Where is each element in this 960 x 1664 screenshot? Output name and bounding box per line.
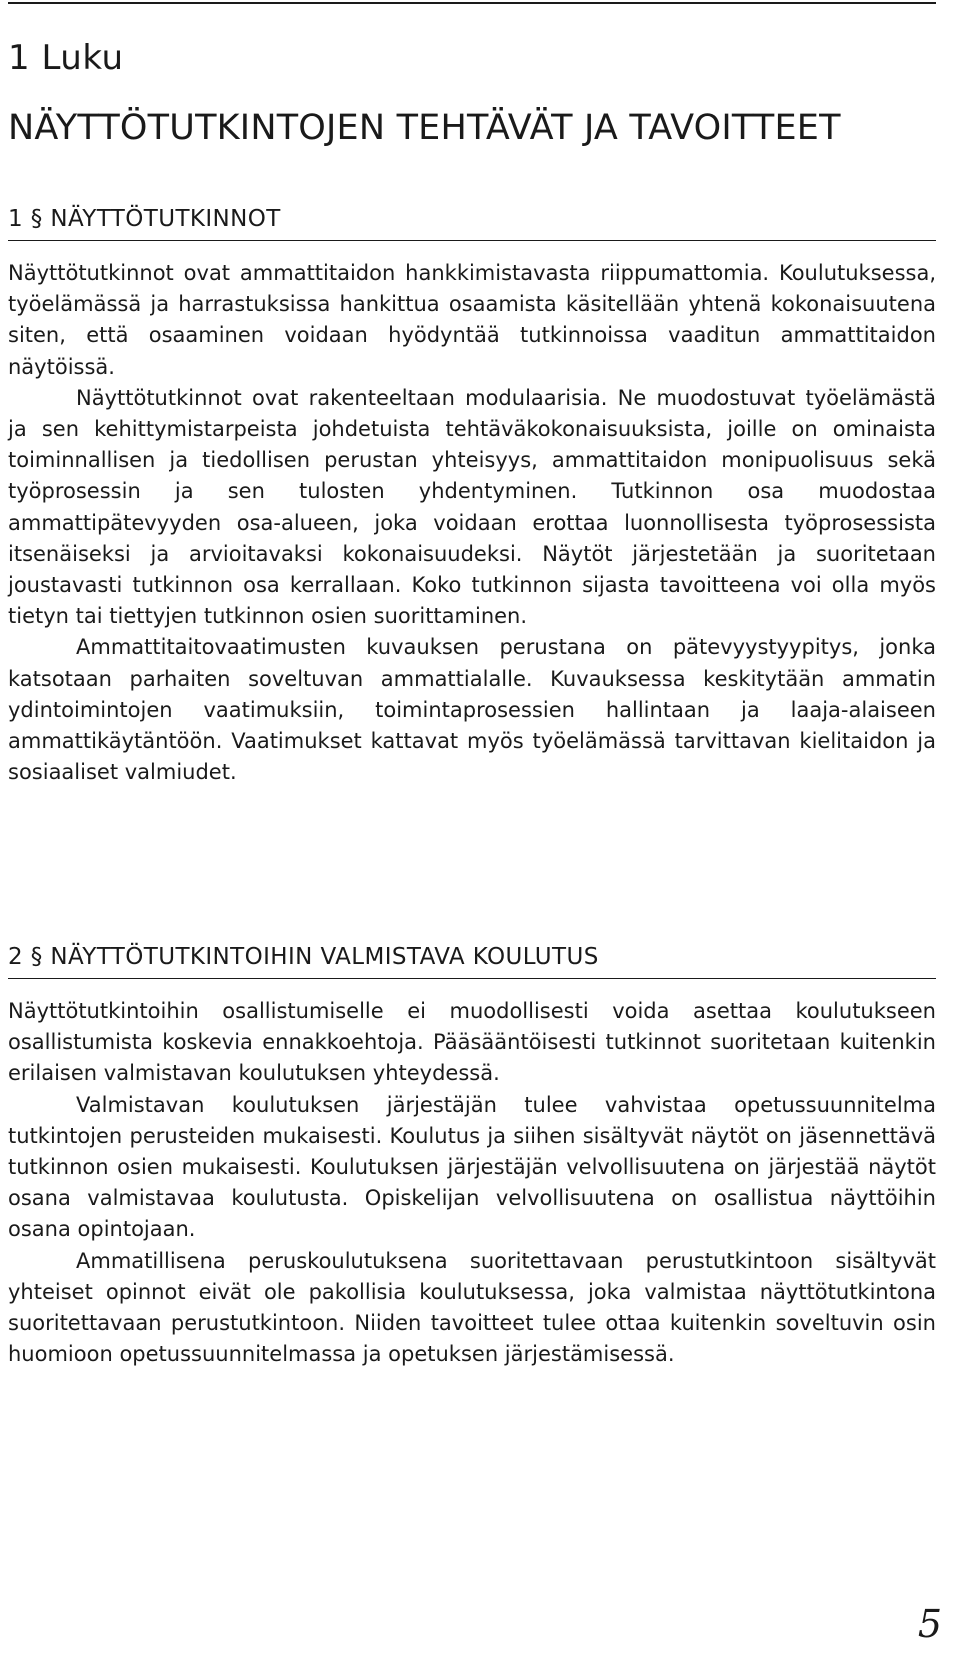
paragraph: Näyttötutkinnot ovat ammattitaidon hankkimistavasta riippumattomia. Koulutuksessa, työelämässä ja harrastuksissa hankittua osaamista käsitellään yhtenä kokonaisuutena siten, että osaaminen voidaan hyödyntää tutkinnoissa vaaditun ammattitaidon näytöissä. [8,261,936,379]
section-heading: 2 § NÄYTTÖTUTKINTOIHIN VALMISTAVA KOULUTUS [8,944,936,979]
section-1 [8,206,936,788]
section-body [8,996,936,1370]
section-body [8,258,936,788]
paragraph: Ammatillisena peruskoulutuksena suoritettavaan perustutkintoon sisältyvät yhteiset opinnot eivät ole pakollisia koulutuksessa, joka valmistaa näyttötutkintona suoritettavaan perustutkintoon. Niiden tavoitteet tulee ottaa kuitenkin soveltuvin osin huomioon opetussuunnitelmassa ja opetuksen järjestämisessä. [8,1248,936,1367]
paragraph: Valmistavan koulutuksen järjestäjän tulee vahvistaa opetussuunnitelma tutkintojen perusteiden mukaisesti. Koulutus ja siihen sisältyvät näytöt on jäsennettävä tutkinnon osien mukaisesti. Koulutuksen järjestäjän velvollisuutena on järjestää näytöt osana valmistavaa koulutusta. Opiskelijan velvollisuutena on osallistua näyttöihin osana opintojaan. [8,1092,936,1242]
paragraph: Näyttötutkintoihin osallistumiselle ei muodollisesti voida asettaa koulutukseen osallistumista koskevia ennakkoehtoja. Pääsääntöisesti tutkinnot suoritetaan kuitenkin erilaisen valmistavan koulutuksen yhteydessä. [8,999,936,1086]
section-2 [8,944,936,1370]
paragraph: Ammattitaitovaatimusten kuvauksen perustana on pätevyystyypitys, jonka katsotaan parhaiten soveltuvan ammattialalle. Kuvauksessa keskitytään ammatin ydintoimintojen vaatimuksiin, toimintaprosessien hallintaan ja laaja-alaiseen ammattikäytäntöön. Vaatimukset kattavat myös työelämässä tarvittavan kielitaidon ja sosiaaliset valmiudet. [8,635,936,785]
section-heading: 1 § NÄYTTÖTUTKINNOT [8,206,936,241]
paragraph: Näyttötutkinnot ovat rakenteeltaan modulaarisia. Ne muodostuvat työelämästä ja sen kehittymistarpeista johdetuista tehtäväkokonaisuuksista, joille on ominaista toiminnallisen ja tiedollisen perustan yhteisyys, ammattitaidon monipuolisuus sekä työprosessin ja sen tulosten yhdentyminen. Tutkinnon osa muodostaa ammattipätevyyden osa-alueen, joka voidaan erottaa luonnollisesta työprosessista itsenäiseksi ja arvioitavaksi kokonaisuudeksi. Näytöt järjestetään ja suoritetaan joustavasti tutkinnon osa kerrallaan. Koko tutkinnon sijasta tavoitteena voi olla myös tietyn tai tiettyjen tutkinnon osien suorittaminen. [8,385,936,629]
top-rule [8,2,936,4]
chapter-number: 1 Luku [8,38,124,78]
chapter-title: NÄYTTÖTUTKINTOJEN TEHTÄVÄT JA TAVOITTEET [8,108,841,148]
page-number: 5 [917,1602,942,1646]
